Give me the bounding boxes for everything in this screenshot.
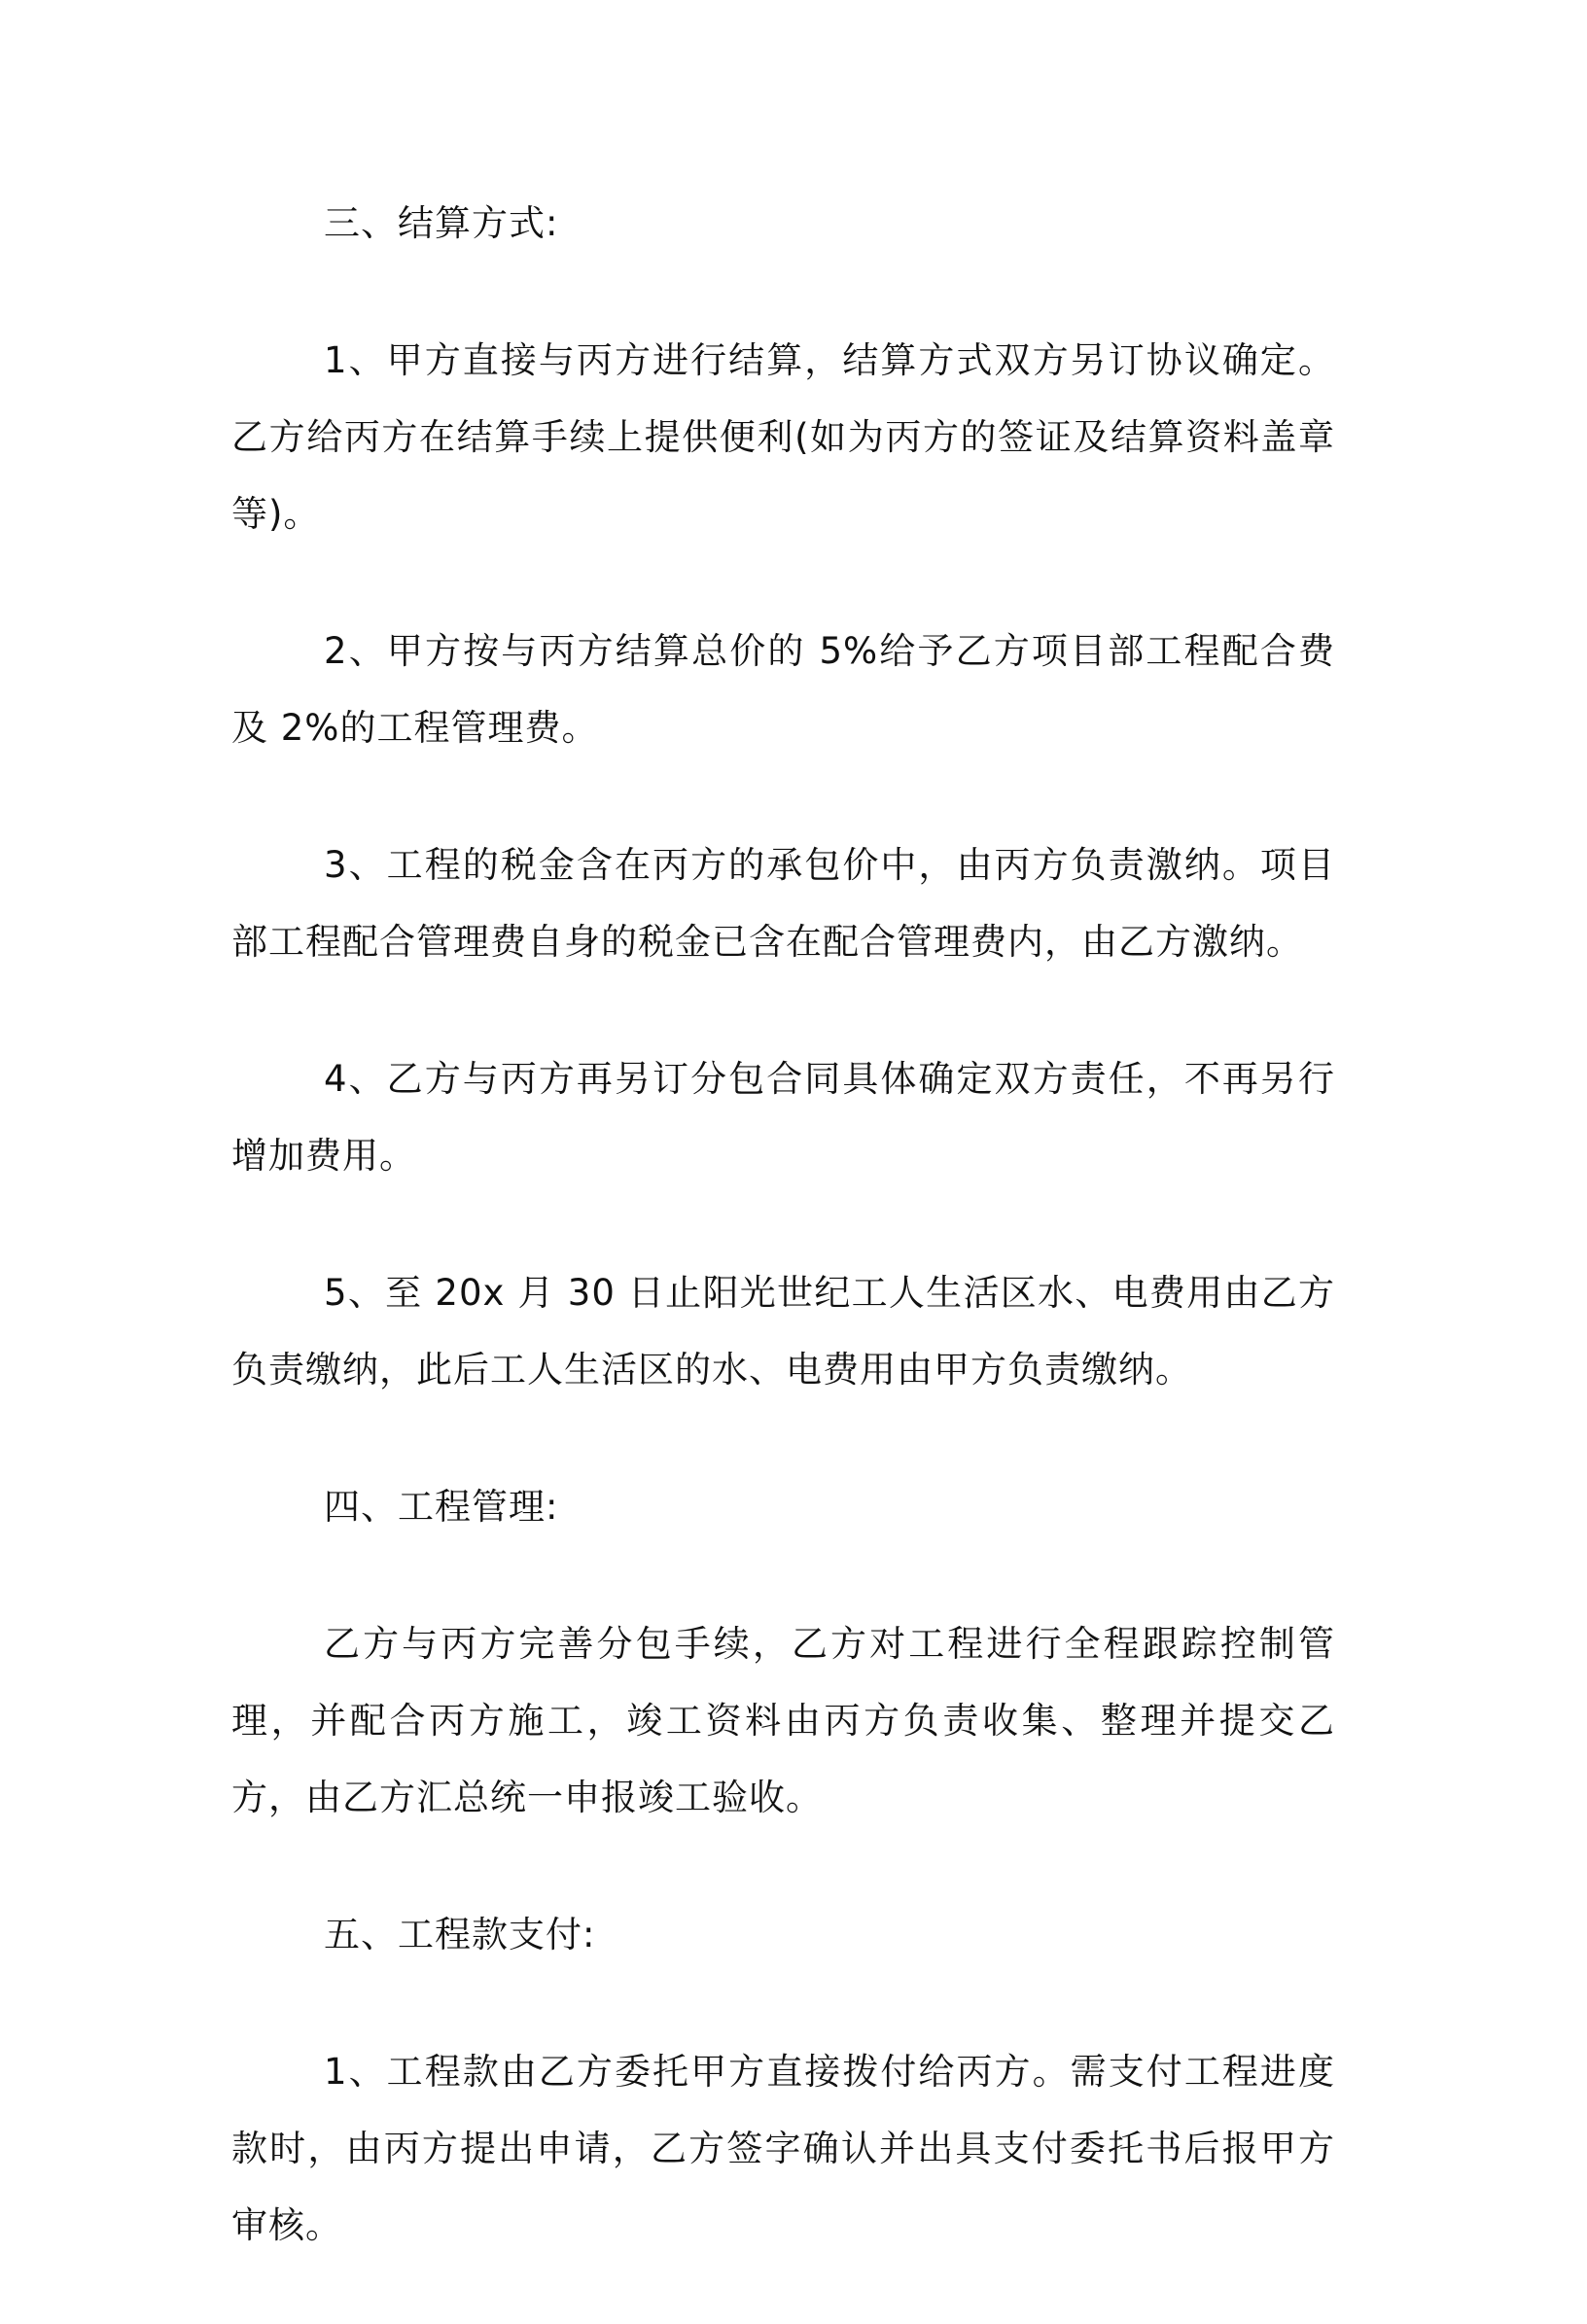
settlement-clause-4: 4、乙方与丙方再另订分包合同具体确定双方责任，不再另行增加费用。 — [231, 1058, 1335, 1177]
section-heading-project-management: 四、工程管理: — [324, 1486, 559, 1528]
settlement-clause-3: 3、工程的税金含在丙方的承包价中，由丙方负责激纳。项目部工程配合管理费自身的税金已含在配合管理费内，由乙方激纳。 — [231, 844, 1335, 963]
payment-clause-1: 1、工程款由乙方委托甲方直接拨付给丙方。需支付工程进度款时，由丙方提出申请，乙方签字确认并出具支付委托书后报甲方审核。 — [231, 2051, 1335, 2246]
settlement-clause-5: 5、至 20x 月 30 日止阳光世纪工人生活区水、电费用由乙方负责缴纳，此后工人生活区的水、电费用由甲方负责缴纳。 — [231, 1272, 1335, 1391]
section-heading-settlement: 三、结算方式: — [324, 202, 559, 244]
settlement-clause-1: 1、甲方直接与丙方进行结算，结算方式双方另订协议确定。乙方给丙方在结算手续上提供便利(如为丙方的签证及结算资料盖章等)。 — [231, 339, 1335, 535]
document-body — [231, 185, 1335, 2324]
settlement-clause-2: 2、甲方按与丙方结算总价的 5%给予乙方项目部工程配合费及 2%的工程管理费。 — [231, 630, 1335, 749]
section-heading-payment: 五、工程款支付: — [324, 1914, 596, 1955]
project-management-clause: 乙方与丙方完善分包手续，乙方对工程进行全程跟踪控制管理，并配合丙方施工，竣工资料由丙方负责收集、整理并提交乙方，由乙方汇总统一申报竣工验收。 — [231, 1623, 1335, 1818]
